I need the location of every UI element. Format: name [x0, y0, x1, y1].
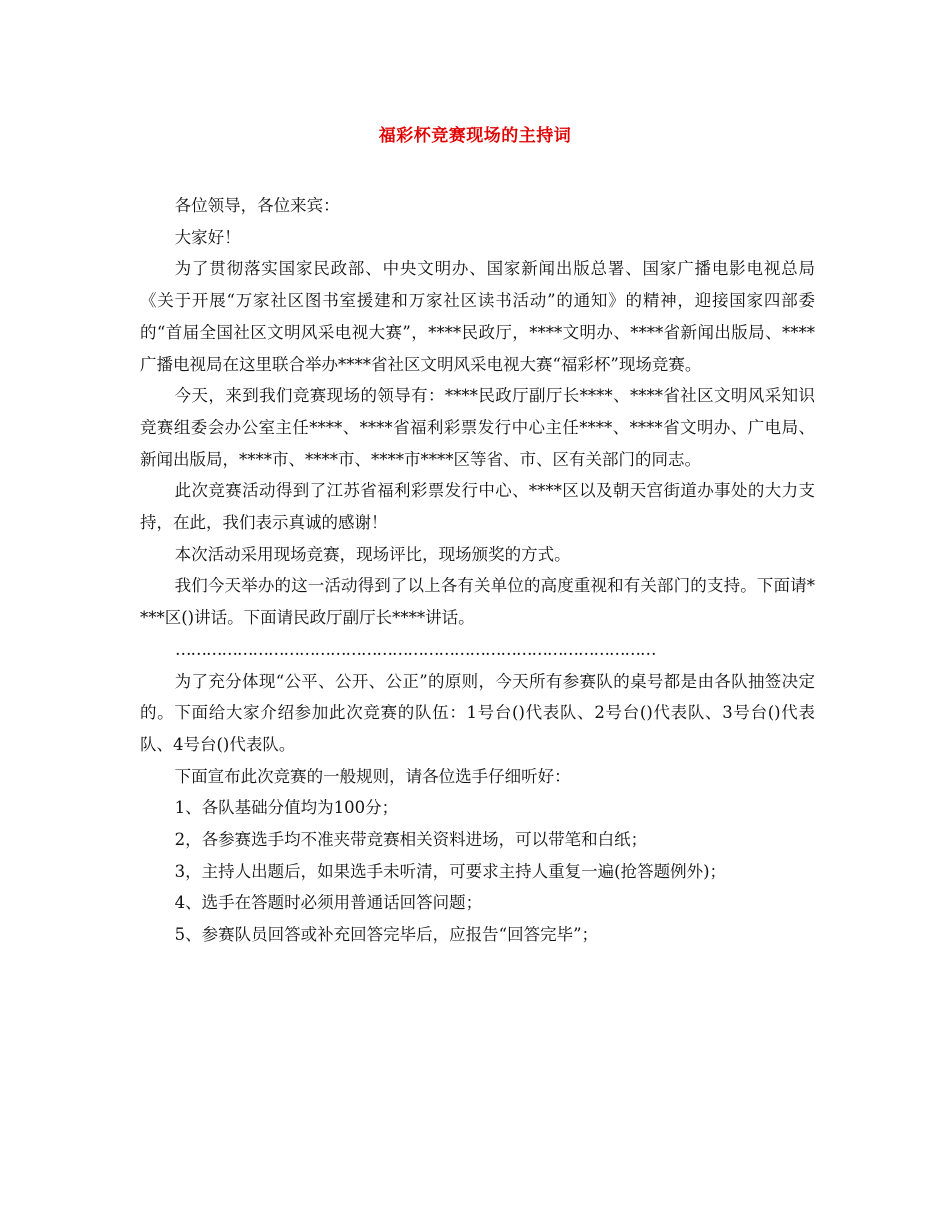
teams-paragraph: 为了充分体现“公平、公开、公正”的原则，今天所有参赛队的桌号都是由各队抽签决定的。下面给大家介绍参加此次竞赛的队伍：1号台()代表队、2号台()代表队、3号台()代表队、4号台()代表队。: [140, 671, 815, 754]
document-title: 福彩杯竞赛现场的主持词: [378, 126, 572, 146]
rule-item: 2，各参赛选手均不准夹带竞赛相关资料进场，可以带笔和白纸；: [174, 830, 648, 850]
hello-paragraph: 大家好！: [174, 227, 241, 247]
rule-item: 5、参赛队员回答或补充回答完毕后，应报告“回答完毕”；: [174, 925, 599, 945]
rule-item: 3，主持人出题后，如果选手未听清，可要求主持人重复一遍(抢答题例外)；: [174, 861, 727, 881]
intro-paragraph: 为了贯彻落实国家民政部、中央文明办、国家新闻出版总署、国家广播电影电视总局《关于开展“万家社区图书室援建和万家社区读书活动”的通知》的精神，迎接国家四部委的“首届全国社区文明风采电视大赛”，****民政厅，****文明办、****省新闻出版局、****广播电视局在这里联合举办****省社区文明风采电视大赛“福彩杯”现场竞赛。: [140, 259, 815, 374]
thanks-paragraph: 此次竞赛活动得到了江苏省福利彩票发行中心、****区以及朝天宫街道办事处的大力支持，在此，我们表示真诚的感谢！: [140, 481, 815, 533]
dotted-separator: …………………………………………………………………………………: [175, 639, 656, 659]
document-body: [140, 190, 815, 951]
format-paragraph: 本次活动采用现场竞赛，现场评比，现场颁奖的方式。: [174, 544, 571, 564]
greeting-paragraph: 各位领导，各位来宾：: [174, 196, 340, 215]
leaders-paragraph: 今天，来到我们竞赛现场的领导有：****民政厅副厅长****、****省社区文明风采知识竞赛组委会办公室主任****、****省福利彩票发行中心主任****、****省文明办、广电局、新闻出版局，****市、****市、****市****区等省、市、区有关部门的同志。: [140, 386, 815, 469]
rule-item: 1、各队基础分值均为100分；: [174, 798, 399, 818]
rule-item: 4、选手在答题时必须用普通话回答问题；: [174, 893, 483, 913]
speech-paragraph: 我们今天举办的这一活动得到了以上各有关单位的高度重视和有关部门的支持。下面请****区()讲话。下面请民政厅副厅长****讲话。: [140, 576, 815, 628]
rules-intro-paragraph: 下面宣布此次竞赛的一般规则，请各位选手仔细听好：: [174, 766, 571, 786]
